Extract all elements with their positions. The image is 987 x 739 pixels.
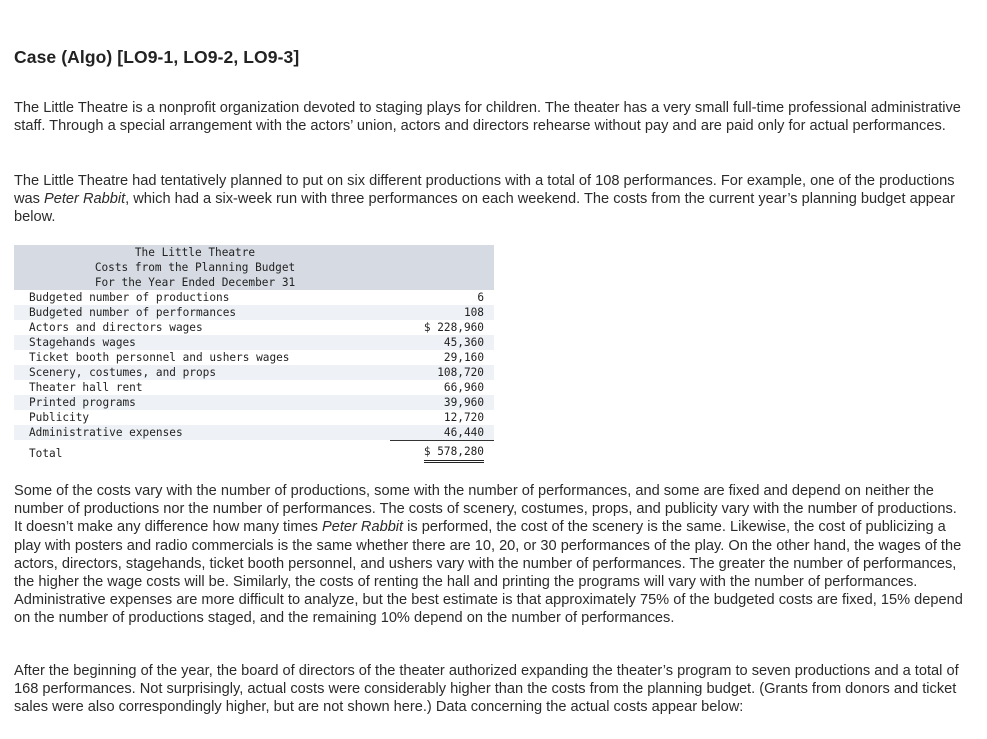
table-row [14, 305, 494, 320]
row-label: Printed programs [29, 396, 136, 409]
expansion-paragraph: After the beginning of the year, the board of directors of the theater authorized expanding the theater’s program to seven productions and a total of 168 performances. Not surprisingly, actual costs were considerably higher than the costs from the planning budget. (Grants from donors and ticket sales were also correspondingly higher, but are not shown here.) Data concerning the actual costs appear below: [14, 663, 959, 716]
planning-budget-table [14, 245, 494, 464]
row-label: Theater hall rent [29, 381, 143, 394]
table-row [14, 335, 494, 350]
row-label: Ticket booth personnel and ushers wages [29, 351, 290, 364]
row-label: Actors and directors wages [29, 321, 203, 334]
row-value: 108 [463, 306, 484, 319]
row-value: 6 [477, 291, 484, 304]
intro-paragraph: The Little Theatre is a nonprofit organization devoted to staging plays for children. The theater has a very small full-time professional administrative staff. Through a special arrangement with the actors’ union, actors and directors rehearse without pay and are paid only for actual performances. [14, 100, 961, 135]
cost-text-b: is performed, the cost of the scenery is the same. Likewise, the cost of publicizing a play with posters and radio commercials is the same whether there are 10, 20, or 30 performances of the play. On the other hand, the wages of the actors, directors, stagehands, ticket booth personnel, and ushers vary with the number of performances. The greater the number of performances, the higher the wage costs will be. Similarly, the costs of renting the hall and printing the programs will vary with the number of performances. Administrative expenses are more difficult to analyze, but the best estimate is that approximately 75% of the budgeted costs are fixed, 15% depend on the number of productions staged, and the remaining 10% depend on the number of performances. [14, 519, 963, 627]
table-row [14, 380, 494, 395]
budget-statement-title: Costs from the Planning Budget [94, 261, 296, 274]
cost-behavior-paragraph [14, 482, 964, 628]
planning-text-a: The Little Theatre had tentatively planned to put on six different productions with a total of 108 performances. For example, one of the productions was [14, 173, 955, 208]
table-row [14, 290, 494, 305]
planning-paragraph [14, 172, 964, 227]
total-value: $ 578,280 [424, 443, 484, 463]
table-row [14, 320, 494, 335]
row-label: Publicity [29, 411, 90, 424]
table-row [14, 350, 494, 365]
budget-table-header [14, 245, 494, 290]
row-label: Stagehands wages [29, 336, 136, 349]
row-value: 46,440 [443, 426, 484, 439]
row-value: 39,960 [443, 396, 484, 409]
row-value: 12,720 [443, 411, 484, 424]
cost-text-a: Some of the costs vary with the number of productions, some with the number of performances, and some are fixed and depend on neither the number of productions nor the number of performances. The costs of scenery, costumes, props, and publicity vary with the number of productions. It doesn’t make any difference how many times [14, 483, 957, 536]
row-value: 45,360 [443, 336, 484, 349]
row-value: 108,720 [437, 366, 484, 379]
table-row [14, 395, 494, 410]
case-title: Case (Algo) [LO9-1, LO9-2, LO9-3] [14, 47, 300, 67]
row-value: $ 228,960 [423, 321, 484, 334]
subtotal-rule [390, 440, 494, 441]
budget-rows [14, 290, 494, 440]
total-label: Total [29, 447, 63, 460]
play-title-peter-rabbit: Peter Rabbit [44, 191, 126, 208]
row-label: Budgeted number of productions [29, 291, 230, 304]
table-row [14, 425, 494, 440]
budget-period: For the Year Ended December 31 [94, 276, 296, 289]
play-title-peter-rabbit-2: Peter Rabbit [321, 519, 404, 536]
planning-text-b: , which had a six-week run with three performances on each weekend. The costs from the current year’s planning budget appear below. [14, 191, 956, 226]
row-value: 66,960 [443, 381, 484, 394]
budget-total-row [14, 443, 494, 464]
row-value: 29,160 [443, 351, 484, 364]
budget-company-name: The Little Theatre [134, 246, 256, 259]
row-label: Scenery, costumes, and props [29, 366, 217, 379]
row-label: Administrative expenses [29, 426, 183, 439]
row-label: Budgeted number of performances [29, 306, 237, 319]
table-row [14, 410, 494, 425]
table-row [14, 365, 494, 380]
